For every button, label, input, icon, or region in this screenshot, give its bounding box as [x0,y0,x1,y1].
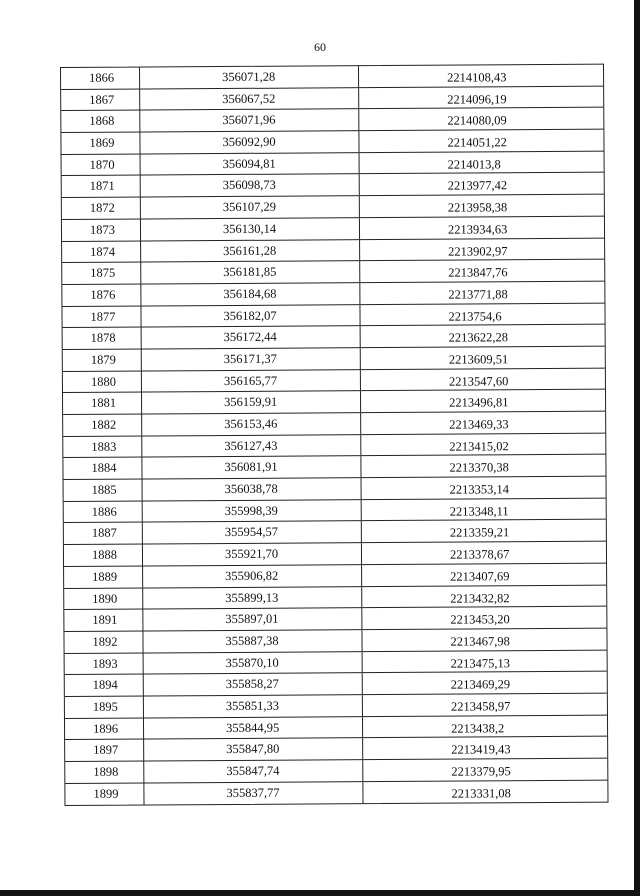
point-number-cell: 1874 [62,241,141,262]
scan-edge-right [634,0,640,896]
x-coordinate-cell: 356098,73 [141,175,360,197]
x-coordinate-cell: 355851,33 [144,695,363,717]
point-number-cell: 1895 [65,696,144,717]
point-number-cell: 1878 [63,328,142,349]
x-coordinate-cell: 355837,77 [144,782,363,805]
y-coordinate-cell: 2213754,6 [448,308,502,324]
point-number-cell: 1869 [61,133,140,154]
point-number-cell: 1866 [61,68,140,89]
y-coordinate-cell: 2213847,76 [448,265,508,280]
point-number-cell: 1881 [63,393,142,414]
x-coordinate-cell: 355870,10 [144,652,363,674]
point-number-cell: 1867 [61,89,140,110]
point-number-cell: 1883 [63,436,142,457]
y-coordinate-cell: 2213958,38 [447,200,508,215]
y-coordinate-cell: 2213438,2 [451,720,505,736]
x-coordinate-cell: 355906,82 [143,565,362,587]
x-coordinate-cell: 355844,95 [144,717,363,739]
y-coordinate-cell: 2214108,43 [447,70,507,85]
y-coordinate-cell: 2213378,67 [449,547,510,562]
x-coordinate-cell: 356094,81 [141,153,360,175]
y-coordinate-cell: 2213359,21 [449,525,510,541]
y-coordinate-cell: 2213331,08 [451,785,511,801]
y-coordinate-cell: 2213609,51 [448,352,509,367]
x-coordinate-cell: 355847,80 [144,738,363,760]
point-number-cell: 1880 [63,371,142,392]
point-number-cell: 1876 [62,284,141,305]
point-number-cell: 1891 [64,610,143,631]
point-number-cell: 1899 [65,783,144,805]
point-number-cell: 1886 [64,501,143,522]
x-coordinate-cell: 356165,77 [142,370,361,392]
y-coordinate-cell: 2213453,20 [450,612,510,627]
x-coordinate-cell: 355998,39 [143,500,362,522]
point-number-cell: 1877 [62,306,141,327]
y-coordinate-cell: 2214096,19 [447,91,507,107]
point-number-cell: 1882 [63,415,142,436]
x-coordinate-cell: 355897,01 [143,608,362,630]
y-coordinate-cell: 2213475,13 [450,655,511,671]
table-row [65,780,607,805]
page-number: 60 [314,40,326,54]
y-coordinate-cell: 2213415,02 [449,438,509,454]
point-number-cell: 1896 [65,718,144,739]
point-number-cell: 1898 [65,761,144,782]
point-number-cell: 1890 [64,588,143,609]
y-coordinate-cell: 2214051,22 [447,135,507,150]
x-coordinate-cell: 356159,91 [142,391,361,413]
point-number-cell: 1871 [62,176,141,197]
x-coordinate-cell: 356081,91 [142,457,361,479]
x-coordinate-cell: 356092,90 [140,131,359,153]
y-coordinate-cell: 2213496,81 [449,395,509,410]
y-coordinate-cell: 2213547,60 [448,373,509,389]
point-number-cell: 1893 [65,653,144,674]
x-coordinate-cell: 355887,38 [143,630,362,652]
point-number-cell: 1873 [62,219,141,240]
x-coordinate-cell: 356107,29 [141,196,360,218]
y-coordinate-cell: 2213379,95 [451,764,511,779]
x-coordinate-cell: 355858,27 [144,673,363,695]
x-coordinate-cell: 356067,52 [140,88,359,110]
y-coordinate-cell: 2213469,29 [450,677,511,692]
point-number-cell: 1889 [64,566,143,587]
x-coordinate-cell: 356153,46 [142,413,361,435]
y-coordinate-cell: 2213467,98 [450,634,510,649]
point-number-cell: 1875 [62,263,141,284]
x-coordinate-cell: 356184,68 [141,283,360,305]
point-number-cell: 1888 [64,545,143,566]
x-coordinate-cell: 356071,28 [140,66,359,88]
x-coordinate-cell: 356181,85 [141,261,360,283]
scan-edge-bottom [0,890,640,896]
y-coordinate-cell: 2213353,14 [449,482,510,497]
y-coordinate-cell: 2213469,33 [449,417,509,432]
x-coordinate-cell: 356182,07 [141,305,360,327]
y-coordinate-cell: 2213622,28 [448,330,509,345]
x-coordinate-cell: 356130,14 [141,218,360,240]
point-number-cell: 1872 [62,198,141,219]
y-coordinate-cell: 2213348,11 [449,504,509,519]
x-coordinate-cell: 355847,74 [144,760,363,782]
x-coordinate-cell: 356161,28 [141,240,360,262]
y-coordinate-cell: 2213370,38 [449,460,509,476]
point-number-cell: 1868 [61,111,140,132]
point-number-cell: 1885 [64,480,143,501]
y-coordinate-cell: 2214013,8 [447,157,501,172]
point-number-cell: 1892 [64,631,143,652]
x-coordinate-cell: 356172,44 [142,326,361,348]
y-coordinate-cell: 2213771,88 [448,287,508,302]
y-coordinate-cell: 2213458,97 [450,699,511,714]
y-coordinate-cell: 2214080,09 [447,113,507,129]
y-coordinate-cell: 2213419,43 [451,742,511,757]
x-coordinate-cell: 356171,37 [142,348,361,370]
point-number-cell: 1870 [62,154,141,175]
x-coordinate-cell: 355899,13 [143,587,362,609]
point-number-cell: 1894 [65,675,144,696]
y-coordinate-cell: 2213902,97 [448,243,508,259]
y-coordinate-cell: 2213977,42 [447,178,508,194]
point-number-cell: 1879 [63,349,142,370]
y-coordinate-cell: 2213432,82 [450,590,510,606]
point-number-cell: 1887 [64,523,143,544]
point-number-cell: 1897 [65,740,144,761]
x-coordinate-cell: 356127,43 [142,435,361,457]
coordinates-table [60,64,609,807]
point-number-cell: 1884 [63,458,142,479]
x-coordinate-cell: 356071,96 [140,110,359,132]
x-coordinate-cell: 355921,70 [143,543,362,565]
y-coordinate-cell: 2213407,69 [450,569,510,584]
x-coordinate-cell: 355954,57 [143,522,362,544]
y-coordinate-cell: 2213934,63 [447,222,508,237]
x-coordinate-cell: 356038,78 [143,478,362,500]
